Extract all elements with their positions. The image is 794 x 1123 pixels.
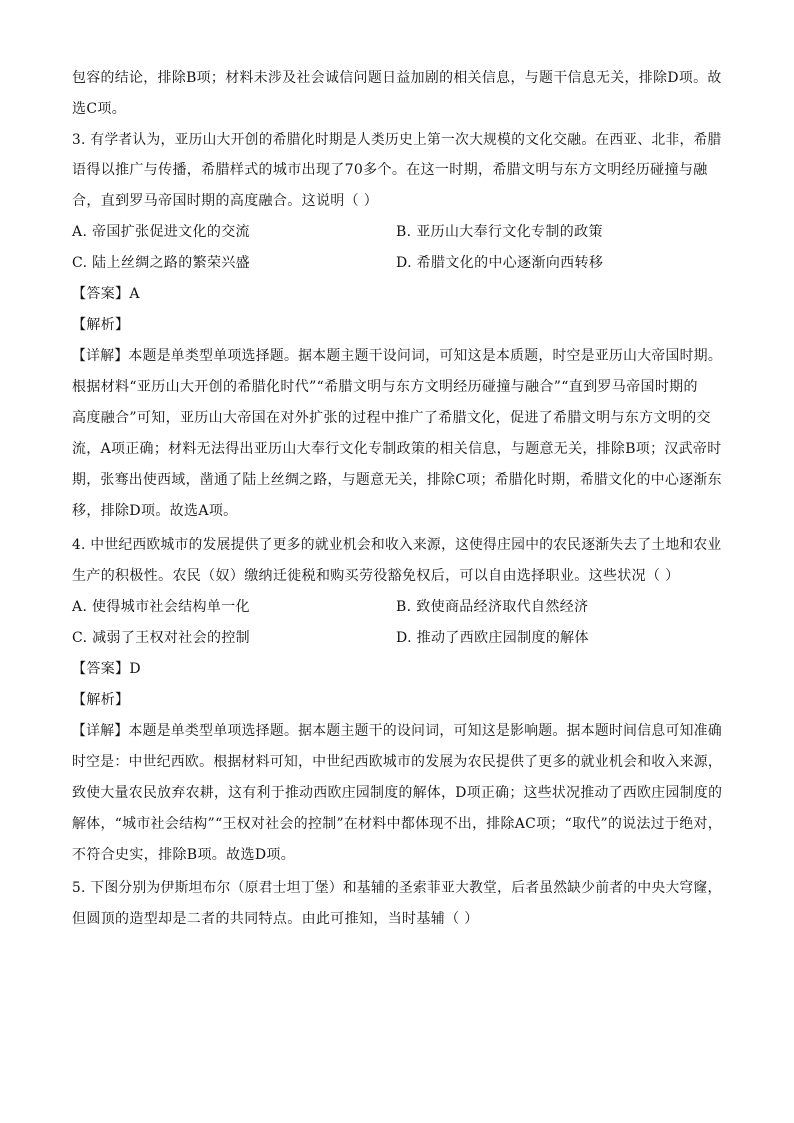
- analysis-label: 【解析】: [72, 692, 130, 708]
- question-5-stem: 5. 下图分别为伊斯坦布尔（原君士坦丁堡）和基辅的圣索菲亚大教堂，后者虽然缺少前者的中央大穹窿，: [72, 880, 722, 896]
- explanation-text: 流，A项正确；材料无法得出亚历山大奉行文化专制政策的相关信息，与题意无关，排除B项；汉武帝时: [72, 441, 722, 457]
- option-d: D. 推动了西欧庄园制度的解体: [396, 630, 589, 646]
- answer-label: 【答案】D: [72, 661, 141, 677]
- question-3-stem: 语得以推广与传播，希腊样式的城市出现了70多个。在这一时期，希腊文明与东方文明经历碰撞与融: [72, 162, 708, 178]
- explanation-text: 【详解】本题是单类型单项选择题。据本题主题干的设问词，可知这是影响题。据本题时间信息可知准确: [72, 723, 723, 739]
- explanation-text: 移，排除D项。故选A项。: [72, 503, 238, 519]
- text-line: 选C项。: [72, 101, 127, 117]
- explanation-text: 根据材料“亚历山大开创的希腊化时代”“希腊文明与东方文明经历碰撞与融合”“直到罗马帝国时期的: [72, 379, 698, 395]
- explanation-text: 解体，“城市社会结构”“王权对社会的控制”在材料中都体现不出，排除AC项；“取代”的说法过于绝对，: [72, 816, 722, 832]
- explanation-text: 时空是：中世纪西欧。根据材料可知，中世纪西欧城市的发展为农民提供了更多的就业机会和收入来源，: [72, 754, 723, 770]
- option-d: D. 希腊文化的中心逐渐向西转移: [396, 255, 604, 271]
- explanation-text: 【详解】本题是单类型单项选择题。据本题主题干设问词，可知这是本质题，时空是亚历山大帝国时期。: [72, 348, 723, 364]
- option-a: A. 使得城市社会结构单一化: [72, 599, 250, 615]
- option-b: B. 亚历山大奉行文化专制的政策: [396, 224, 603, 240]
- explanation-text: 期，张骞出使西域，凿通了陆上丝绸之路，与题意无关，排除C项；希腊化时期，希腊文化的中心逐渐东: [72, 472, 722, 488]
- question-4-stem: 生产的积极性。农民（奴）缴纳迁徙税和购买劳役豁免权后，可以自由选择职业。这些状况（ ）: [72, 568, 680, 584]
- explanation-text: 不符合史实，排除B项。故选D项。: [72, 847, 296, 863]
- explanation-text: 致使大量农民放弃农耕，这有利于推动西欧庄园制度的解体，D项正确；这些状况推动了西欧庄园制度的: [72, 785, 723, 801]
- question-3-stem: 3. 有学者认为，亚历山大开创的希腊化时期是人类历史上第一次大规模的文化交融。在西亚、北非，希腊: [72, 132, 722, 148]
- question-5-stem: 但圆顶的造型却是二者的共同特点。由此可推知，当时基辅（ ）: [72, 911, 479, 927]
- text-line: 包容的结论，排除B项；材料未涉及社会诚信问题日益加剧的相关信息，与题干信息无关，排除D项。故: [72, 70, 722, 86]
- option-c: C. 减弱了王权对社会的控制: [72, 630, 251, 646]
- explanation-text: 高度融合”可知，亚历山大帝国在对外扩张的过程中推广了希腊文化，促进了希腊文明与东方文明的交: [72, 410, 711, 426]
- analysis-label: 【解析】: [72, 317, 130, 333]
- option-b: B. 致使商品经济取代自然经济: [396, 599, 589, 615]
- question-4-stem: 4. 中世纪西欧城市的发展提供了更多的就业机会和收入来源，这使得庄园中的农民逐渐失去了土地和农业: [72, 537, 722, 553]
- answer-label: 【答案】A: [72, 286, 140, 302]
- option-c: C. 陆上丝绸之路的繁荣兴盛: [72, 255, 251, 271]
- option-a: A. 帝国扩张促进文化的交流: [72, 224, 250, 240]
- question-3-stem: 合，直到罗马帝国时期的高度融合。这说明（ ）: [72, 193, 379, 209]
